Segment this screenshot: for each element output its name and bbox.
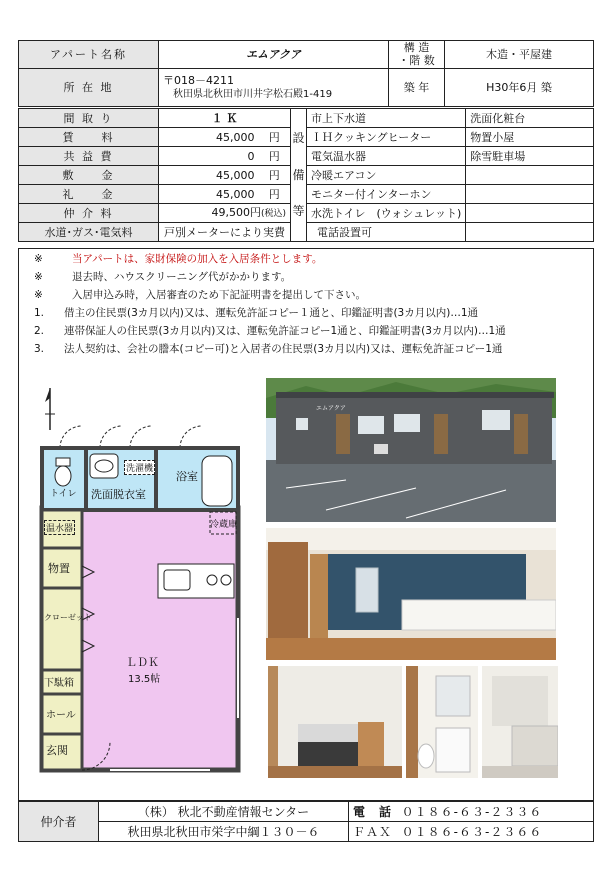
apartment-name: エムアクア (159, 41, 389, 69)
fp-washer-label: 洗濯機 (124, 460, 155, 475)
structure-value: 木造・平屋建 (445, 41, 594, 69)
facility-item: 除雪駐車場 (466, 147, 594, 166)
utilities-value: 戸別メーターにより実費 (159, 223, 291, 242)
fee-label: 共 益 費 (19, 147, 159, 166)
fee-label: 水道･ガス･電気料 (19, 223, 159, 242)
facility-item: 水洗トイレ (ウォシュレット) (307, 204, 466, 223)
fee-label: 敷 金 (19, 166, 159, 185)
facility-item: ＩＨクッキングヒーター (307, 128, 466, 147)
built-value: H30年6月 築 (445, 69, 594, 107)
fp-ldk-size: 13.5帖 (128, 674, 161, 685)
door-swing-icon (100, 426, 122, 448)
structure-label: 構 造 ・階 数 (389, 41, 445, 69)
agent-footer-table (18, 801, 594, 842)
exterior-photo (266, 378, 556, 522)
location-label: 所 在 地 (19, 69, 159, 107)
yen-unit: 円 (259, 166, 291, 185)
fp-water-heater-label: 温水器 (44, 520, 75, 535)
fp-closet-label: クローゼット (44, 613, 92, 622)
door-swing-icon (60, 426, 82, 448)
fp-washroom-label: 洗面脱衣室 (91, 488, 146, 501)
interior-ldk-photo (266, 528, 556, 660)
fee-label: 間 取 り (19, 109, 159, 128)
facility-item (466, 204, 594, 223)
bathtub-icon (202, 456, 232, 506)
washroom-photo (406, 666, 478, 778)
built-label: 築 年 (389, 69, 445, 107)
north-arrow-icon (45, 388, 55, 430)
key-money-value: 45,000 (159, 185, 259, 204)
notes-list: ※ 当アパートは、家財保険の加入を入居条件とします。 ※ 退去時、ハウスクリーニング代がかかります。 ※ 入居申込み時，入居審査のため下記証明書を提出して下さい。 1. 借主の住民票(3カ月以内)又は、運転免許証コピー１通と、印鑑証明書(3カ月以内)…1通 2. 連帯保証人の住民票(3カ月以内)又は、運転免許証コピー1通と、印鑑証明書(3カ月以内)…1通 3. 法人契約は、会社の謄本(コピー可)と入居者の住民票(3カ月以内)又は、運転免許証コピー1通 (34, 253, 506, 355)
fp-storage-label: 物置 (48, 562, 70, 575)
fp-entrance-label: 玄関 (46, 744, 68, 757)
facility-item: 冷暖エアコン (307, 166, 466, 185)
facility-item: 電話設置可 (307, 223, 466, 242)
deposit-value: 45,000 (159, 166, 259, 185)
building-sign: エムアクア (316, 405, 346, 412)
common-fee-value: 0 (159, 147, 259, 166)
agent-tel: 電 話 ０１８６-６３-２３３６ (349, 802, 594, 822)
facility-item: 電気温水器 (307, 147, 466, 166)
postal-code: 〒018－4211 (163, 73, 234, 87)
yen-unit: 円 (259, 128, 291, 147)
agent-label: 仲介者 (19, 802, 99, 842)
address-cell (159, 69, 389, 107)
rent-value: 45,000 (159, 128, 259, 147)
kitchen-photo (268, 666, 402, 778)
agent-company: （株） 秋北不動産情報センター (99, 802, 349, 822)
agent-fax: ＦＡＸ ０１８６-６３-２３６６ (349, 822, 594, 842)
facility-item: モニター付インターホン (307, 185, 466, 204)
bathroom-photo (482, 666, 558, 778)
agent-address: 秋田県北秋田市栄字中綱１３０－６ (99, 822, 349, 842)
facility-item: 洗面化粧台 (466, 109, 594, 128)
fee-label: 賃 料 (19, 128, 159, 147)
property-header-table (18, 40, 594, 107)
door-swing-icon (180, 426, 202, 448)
layout-value: １ Ｋ (159, 109, 291, 128)
door-swing-icon (130, 426, 152, 448)
fp-toilet-label: トイレ (50, 489, 77, 499)
facility-item (466, 185, 594, 204)
fp-hall-label: ホール (46, 710, 76, 721)
facilities-vertical-label: 設 備 等 (291, 109, 307, 242)
yen-unit: 円 (259, 147, 291, 166)
address: 秋田県北秋田市川井字松石殿1-419 (173, 89, 333, 101)
fp-bath-label: 浴室 (176, 470, 198, 483)
apartment-name-label: アパート名称 (19, 41, 159, 69)
fp-fridge-label: 冷蔵庫 (210, 520, 238, 530)
facility-item (466, 223, 594, 242)
fee-label: 礼 金 (19, 185, 159, 204)
facility-item: 市上下水道 (307, 109, 466, 128)
facility-item (466, 166, 594, 185)
facility-item: 物置小屋 (466, 128, 594, 147)
fp-ldk-label: ＬＤＫ (126, 656, 159, 669)
brokerage-value: 49,500円(税込) (159, 204, 291, 223)
fp-shoebox-label: 下駄箱 (44, 678, 74, 689)
fee-label: 仲 介 料 (19, 204, 159, 223)
closet-area (42, 588, 82, 670)
fees-table (18, 108, 594, 242)
yen-unit: 円 (259, 185, 291, 204)
